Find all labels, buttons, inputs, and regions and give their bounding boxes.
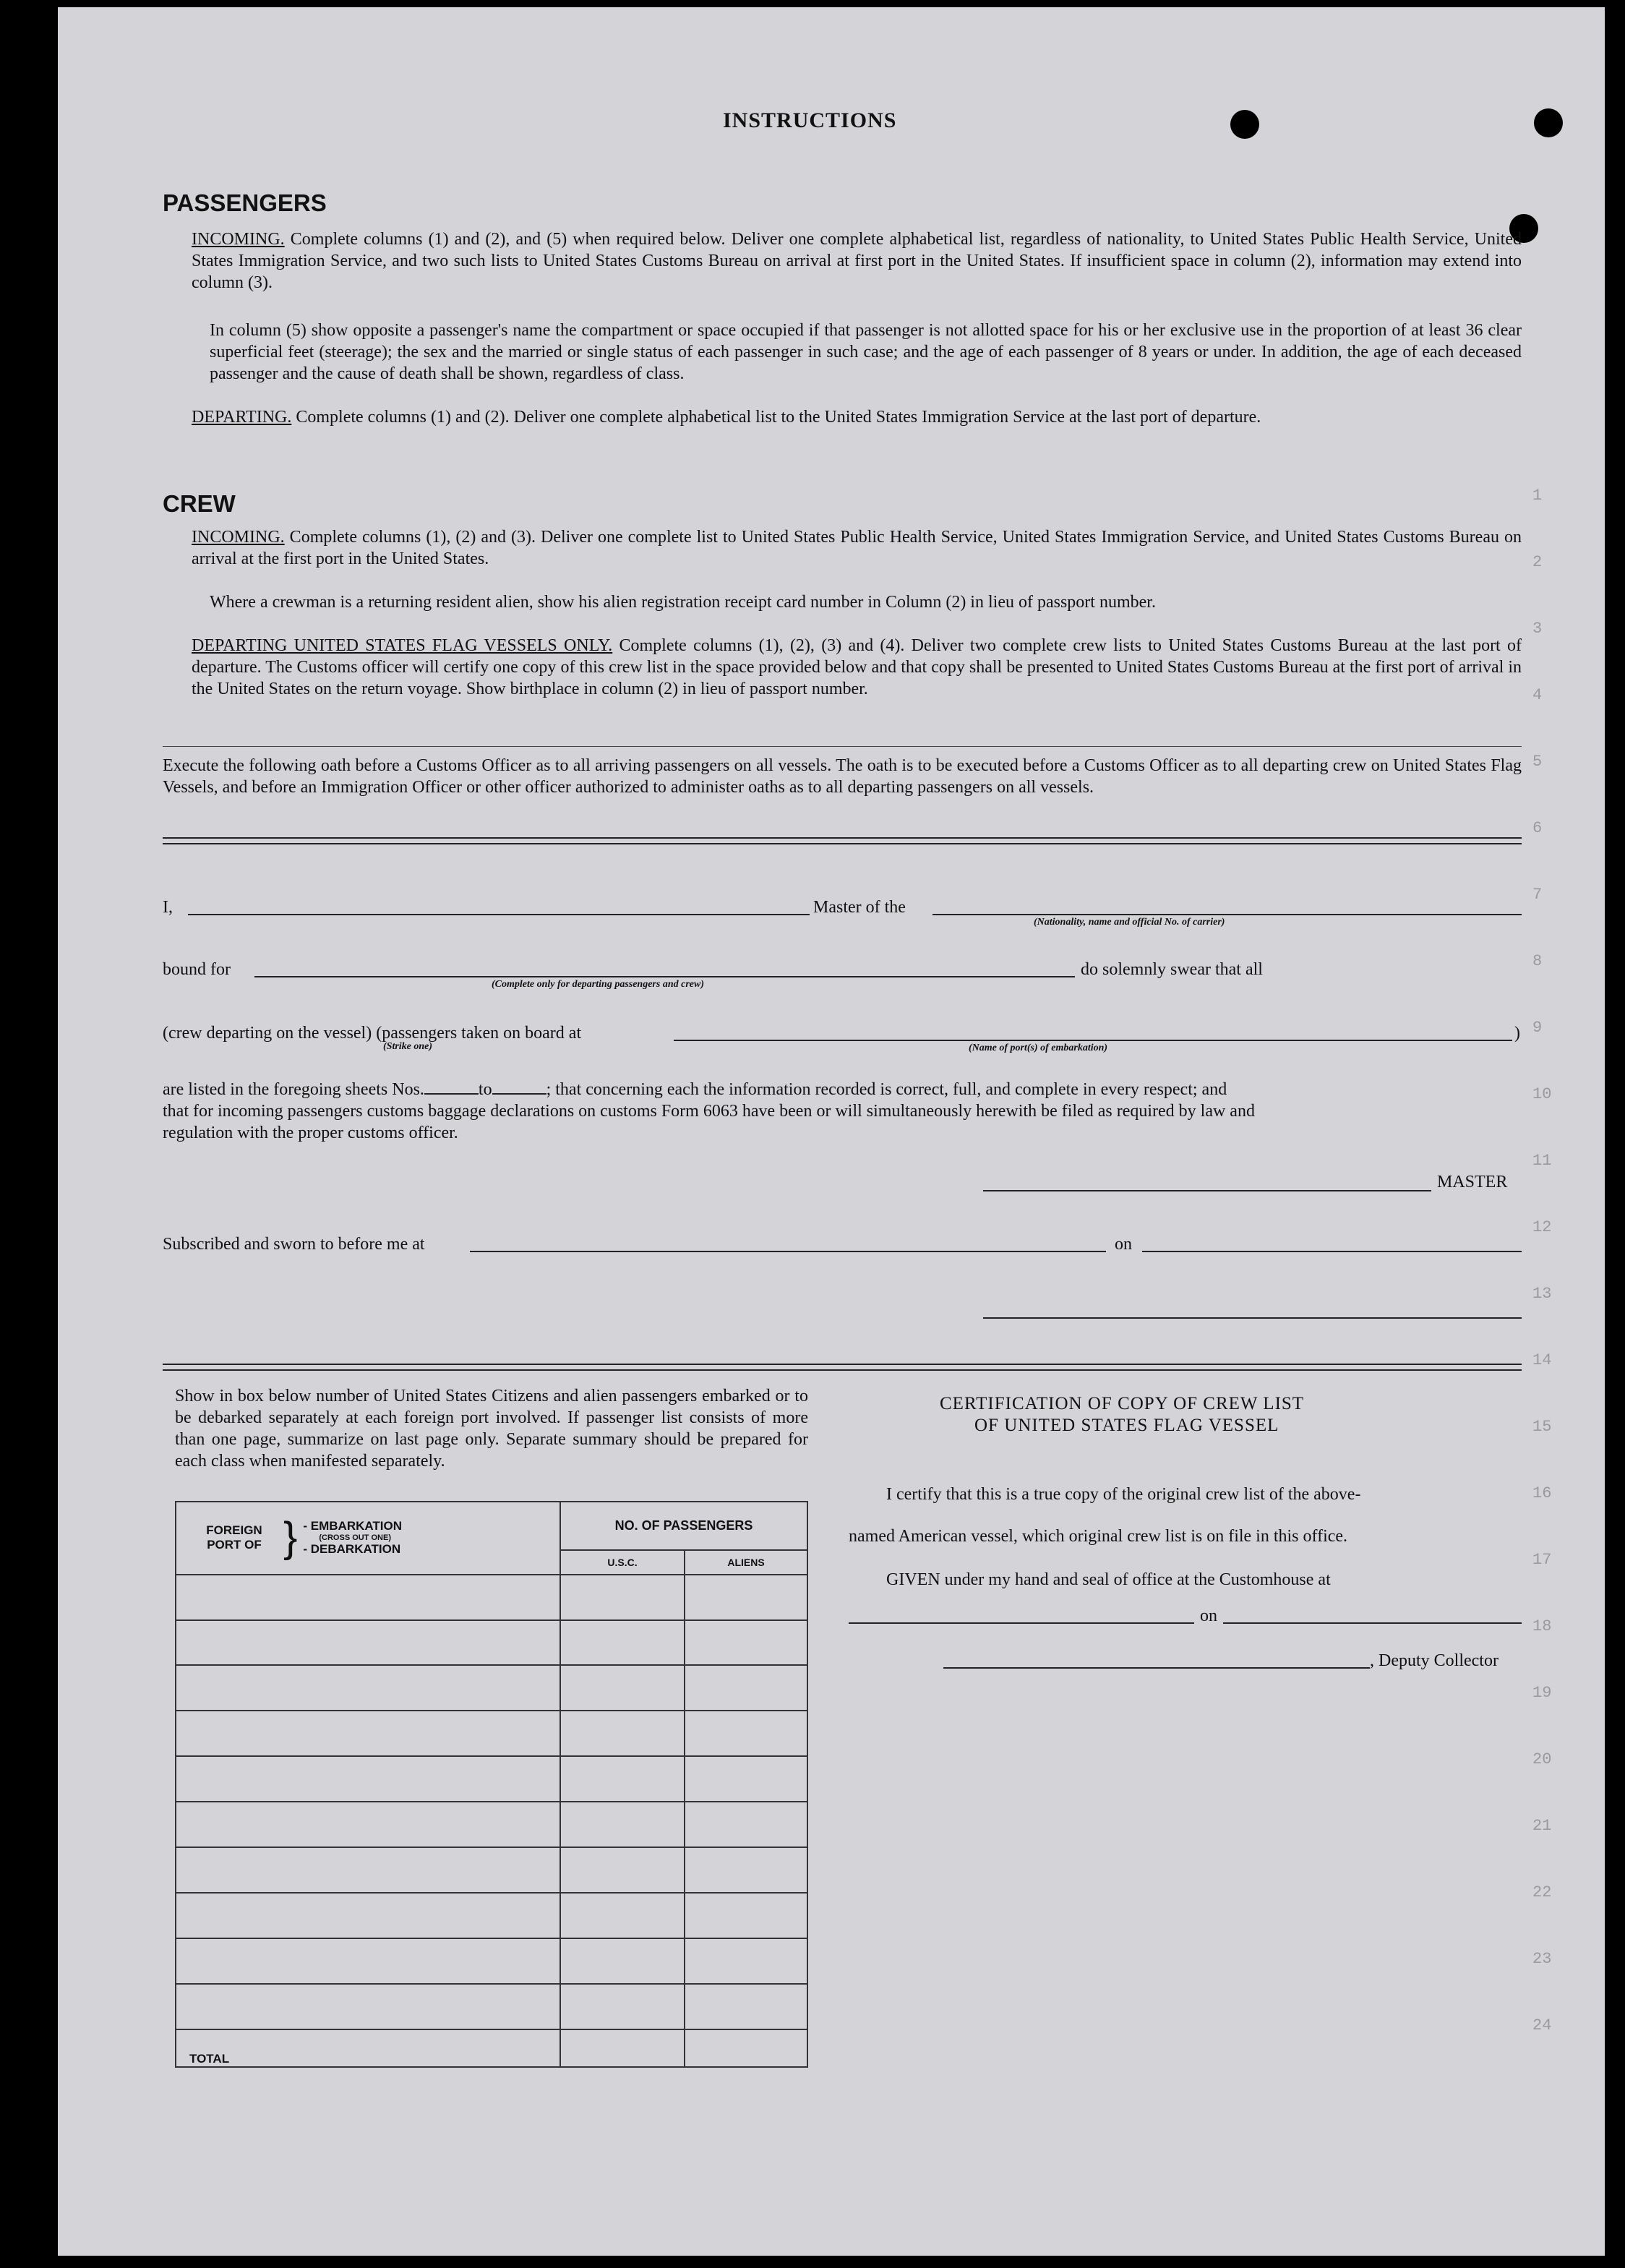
foreign-port-of-label: FOREIGN PORT OF <box>206 1523 262 1552</box>
carrier-field[interactable] <box>932 914 1522 915</box>
listed-baggage-text: that for incoming passengers customs baggage declarations on customs Form 6063 have been or will simultaneously herewith be filed as required by law and <box>163 1102 1255 1121</box>
crew-departing-label: DEPARTING UNITED STATES FLAG VESSELS ONLY. <box>192 636 613 655</box>
sworn-location-field[interactable] <box>470 1251 1106 1252</box>
punch-hole-right-top <box>1534 108 1563 137</box>
aliens-cell[interactable] <box>685 1893 807 1938</box>
listed-certify-text: ; that concerning each the information recorded is correct, full, and complete in every respect; and <box>546 1080 1227 1099</box>
punch-hole-top <box>1230 110 1259 139</box>
port-cell[interactable] <box>176 1756 560 1802</box>
passengers-departing-paragraph <box>192 406 1522 428</box>
total-usc-cell[interactable] <box>560 2029 685 2067</box>
sworn-on-label: on <box>1115 1235 1132 1254</box>
embarkation-port-field[interactable] <box>674 1040 1512 1041</box>
certify-text-b: named American vessel, which original crew list is on file in this office. <box>849 1527 1348 1546</box>
usc-cell[interactable] <box>560 1984 685 2029</box>
port-cell[interactable] <box>176 1893 560 1938</box>
passengers-departing-label: DEPARTING. <box>192 408 292 427</box>
passengers-heading: PASSENGERS <box>163 189 327 216</box>
bound-for-note: (Complete only for departing passengers and crew) <box>492 979 704 990</box>
deputy-collector-label: , Deputy Collector <box>1370 1651 1498 1670</box>
cross-out-note: (CROSS OUT ONE) <box>319 1533 391 1543</box>
divider-line <box>163 746 1522 747</box>
double-rule-bottom <box>163 1364 1522 1371</box>
page-title: INSTRUCTIONS <box>723 108 897 132</box>
double-rule-top <box>163 837 1522 844</box>
form-page <box>58 7 1605 2256</box>
sheet-from-field[interactable] <box>424 1093 479 1095</box>
carrier-note: (Nationality, name and official No. of carrier) <box>1034 917 1225 928</box>
usc-cell[interactable] <box>560 1756 685 1802</box>
master-of-label: Master of the <box>813 898 906 917</box>
certify-on-label: on <box>1200 1606 1217 1625</box>
officer-signature-field[interactable] <box>983 1317 1522 1319</box>
listed-regulation-text: regulation with the proper customs officer. <box>163 1124 458 1142</box>
passengers-incoming-label: INCOMING. <box>192 230 285 249</box>
master-label: MASTER <box>1437 1173 1508 1191</box>
no-of-passengers-header: NO. OF PASSENGERS <box>560 1502 807 1550</box>
usc-cell[interactable] <box>560 1711 685 1756</box>
crew-heading: CREW <box>163 490 236 517</box>
subscribed-label: Subscribed and sworn to before me at <box>163 1235 425 1254</box>
oath-instructions: Execute the following oath before a Customs Officer as to all arriving passengers on all vessels. The oath is to be executed before a Customs Officer as to all departing crew on United States Flag Vessels, and before an Immigration Officer or other officer authorized to administer oaths as to all departing passengers on all vessels. <box>163 756 1522 797</box>
embarkation-label: - EMBARKATION <box>303 1519 402 1533</box>
crew-incoming-label: INCOMING. <box>192 528 285 547</box>
aliens-cell[interactable] <box>685 1620 807 1666</box>
oath-i-label: I, <box>163 898 173 917</box>
close-paren: ) <box>1514 1024 1520 1043</box>
certify-date-field[interactable] <box>1223 1622 1522 1624</box>
usc-cell[interactable] <box>560 1620 685 1666</box>
listed-line <box>163 1079 1522 1100</box>
summary-instructions: Show in box below number of United States Citizens and alien passengers embarked or to be debarked separately at each foreign port involved. If passenger list consists of more than one page, summarize on last page only. Separate summary should be prepared for each class when manifested separately. <box>175 1387 808 1471</box>
bound-for-label: bound for <box>163 960 231 979</box>
crew-departing-text: Complete columns (1), (2), (3) and (4). Deliver two complete crew lists to United States Customs Bureau at the last port of departure. The Customs officer will certify one copy of this crew list in the space provided below and that copy shall be presented to United States Customs Bureau at the first port of arrival in the United States on the return voyage. Show birthplace in column (2) in lieu of passport number. <box>192 636 1522 698</box>
port-cell[interactable] <box>176 1665 560 1711</box>
aliens-cell[interactable] <box>685 1984 807 2029</box>
debarkation-label: - DEBARKATION <box>303 1542 401 1557</box>
aliens-cell[interactable] <box>685 1665 807 1711</box>
aliens-cell[interactable] <box>685 1756 807 1802</box>
passengers-incoming-paragraph <box>192 228 1522 294</box>
embarkation-port-note: (Name of port(s) of embarkation) <box>969 1043 1108 1053</box>
total-row-label <box>176 2029 560 2067</box>
total-label: TOTAL <box>189 2052 230 2066</box>
master-signature-field[interactable] <box>983 1190 1431 1191</box>
customhouse-field[interactable] <box>849 1622 1194 1624</box>
bleed-through-numbers: 1 2 3 4 5 6 7 8 9 10 11 12 13 14 15 16 17 18 19 20 21 22 23 24 <box>1532 487 1552 2034</box>
sheet-to-field[interactable] <box>492 1093 546 1095</box>
usc-cell[interactable] <box>560 1847 685 1893</box>
summary-port-header <box>176 1502 560 1575</box>
listed-sheets-label: are listed in the foregoing sheets Nos. <box>163 1080 424 1099</box>
usc-cell[interactable] <box>560 1893 685 1938</box>
passengers-incoming-text: Complete columns (1) and (2), and (5) when required below. Deliver one complete alphabetical list, regardless of nationality, to United States Public Health Service, United States Immigration Service, and two such lists to United States Customs Bureau on arrival at first port in the United States. If insufficient space in column (2), information may extend into column (3). <box>192 230 1522 292</box>
given-text: GIVEN under my hand and seal of office at the Customhouse at <box>886 1570 1331 1589</box>
listed-to-label: to <box>478 1080 492 1099</box>
strike-one-note: (Strike one) <box>383 1041 433 1052</box>
swear-text: do solemnly swear that all <box>1081 960 1263 979</box>
certification-title-line1: CERTIFICATION OF COPY OF CREW LIST <box>940 1394 1305 1413</box>
aliens-cell[interactable] <box>685 1802 807 1847</box>
usc-cell[interactable] <box>560 1938 685 1984</box>
usc-cell[interactable] <box>560 1575 685 1620</box>
aliens-cell[interactable] <box>685 1711 807 1756</box>
certify-text-a: I certify that this is a true copy of the original crew list of the above- <box>886 1485 1361 1504</box>
sworn-date-field[interactable] <box>1142 1251 1522 1252</box>
deputy-collector-signature[interactable] <box>943 1667 1370 1669</box>
brace-icon: } <box>283 1514 298 1562</box>
master-name-field[interactable] <box>188 914 810 915</box>
usc-cell[interactable] <box>560 1665 685 1711</box>
aliens-header: ALIENS <box>685 1550 807 1575</box>
passenger-summary-table <box>175 1501 808 2068</box>
port-cell[interactable] <box>176 1575 560 1620</box>
crew-alien-paragraph: Where a crewman is a returning resident alien, show his alien registration receipt card number in Column (2) in lieu of passport number. <box>210 593 1156 612</box>
port-cell[interactable] <box>176 1938 560 1984</box>
passengers-column5-paragraph: In column (5) show opposite a passenger's name the compartment or space occupied if that passenger is not allotted space for his or her exclusive use in the proportion of at least 36 clear superficial feet (steerage); the sex and the married or single status of each passenger in such case; and the age of each passenger of 8 years or under. In addition, the age of each deceased passenger and the cause of death shall be shown, regardless of class. <box>210 321 1522 383</box>
total-aliens-cell[interactable] <box>685 2029 807 2067</box>
crew-departing-paragraph <box>192 635 1522 700</box>
crew-departing-text: (crew departing on the vessel) (passengers taken on board at <box>163 1024 582 1043</box>
port-cell[interactable] <box>176 1847 560 1893</box>
port-cell[interactable] <box>176 1711 560 1756</box>
aliens-cell[interactable] <box>685 1847 807 1893</box>
port-cell[interactable] <box>176 1620 560 1666</box>
aliens-cell[interactable] <box>685 1938 807 1984</box>
usc-cell[interactable] <box>560 1802 685 1847</box>
certification-title-line2: OF UNITED STATES FLAG VESSEL <box>974 1416 1279 1435</box>
crew-incoming-paragraph <box>192 526 1522 570</box>
aliens-cell[interactable] <box>685 1575 807 1620</box>
port-cell[interactable] <box>176 1802 560 1847</box>
bound-for-field[interactable] <box>254 976 1075 977</box>
passengers-departing-text: Complete columns (1) and (2). Deliver one complete alphabetical list to the United States Immigration Service at the last port of departure. <box>291 408 1261 427</box>
port-cell[interactable] <box>176 1984 560 2029</box>
crew-incoming-text: Complete columns (1), (2) and (3). Deliver one complete list to United States Public Health Service, United States Immigration Service, and United States Customs Bureau on arrival at the first port in the United States. <box>192 528 1522 568</box>
usc-header: U.S.C. <box>560 1550 685 1575</box>
